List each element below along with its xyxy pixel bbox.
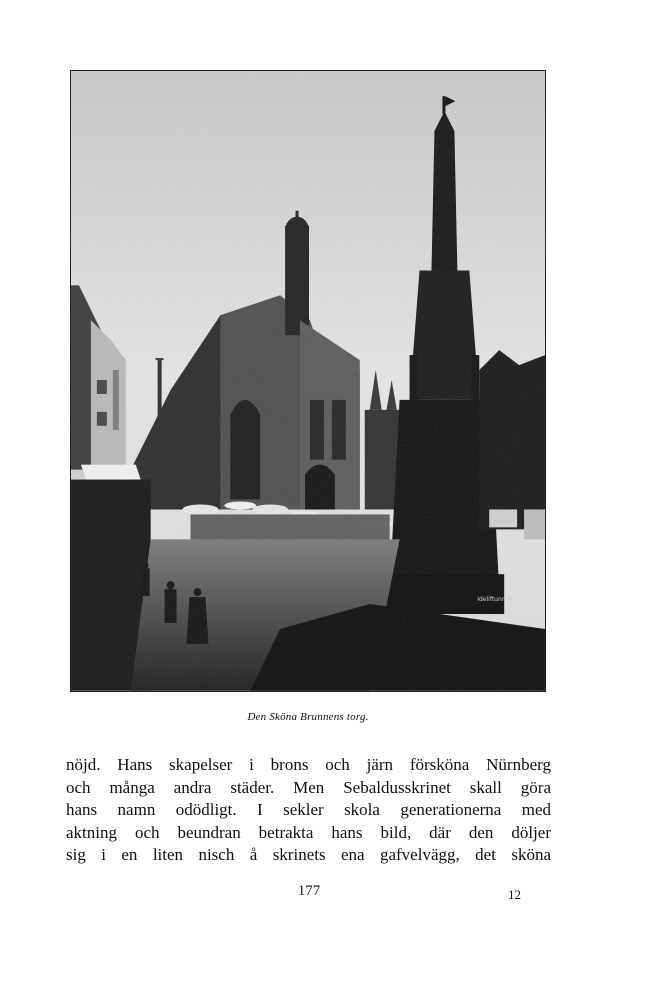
text-line: och många andra städer. Men Sebaldusskrinet skall göra	[66, 777, 551, 797]
body-paragraph	[66, 754, 551, 867]
signature-mark: 12	[508, 887, 521, 902]
figure-caption: Den Sköna Brunnens torg.	[247, 711, 369, 723]
photo-grain	[71, 71, 545, 690]
text-line: aktning och beundran betrakta hans bild, där den döljer	[66, 822, 551, 842]
market-square-photograph	[70, 70, 546, 692]
page-number: 177	[297, 883, 321, 899]
text-line: hans namn odödligt. I sekler skola generationerna med	[66, 800, 551, 820]
photograph-drawing	[71, 71, 545, 691]
text-line: nöjd. Hans skapelser i brons och järn försköna Nürnberg	[66, 755, 551, 774]
text-line: sig i en liten nisch å skrinets ena gafvelvägg, det sköna	[66, 845, 551, 865]
